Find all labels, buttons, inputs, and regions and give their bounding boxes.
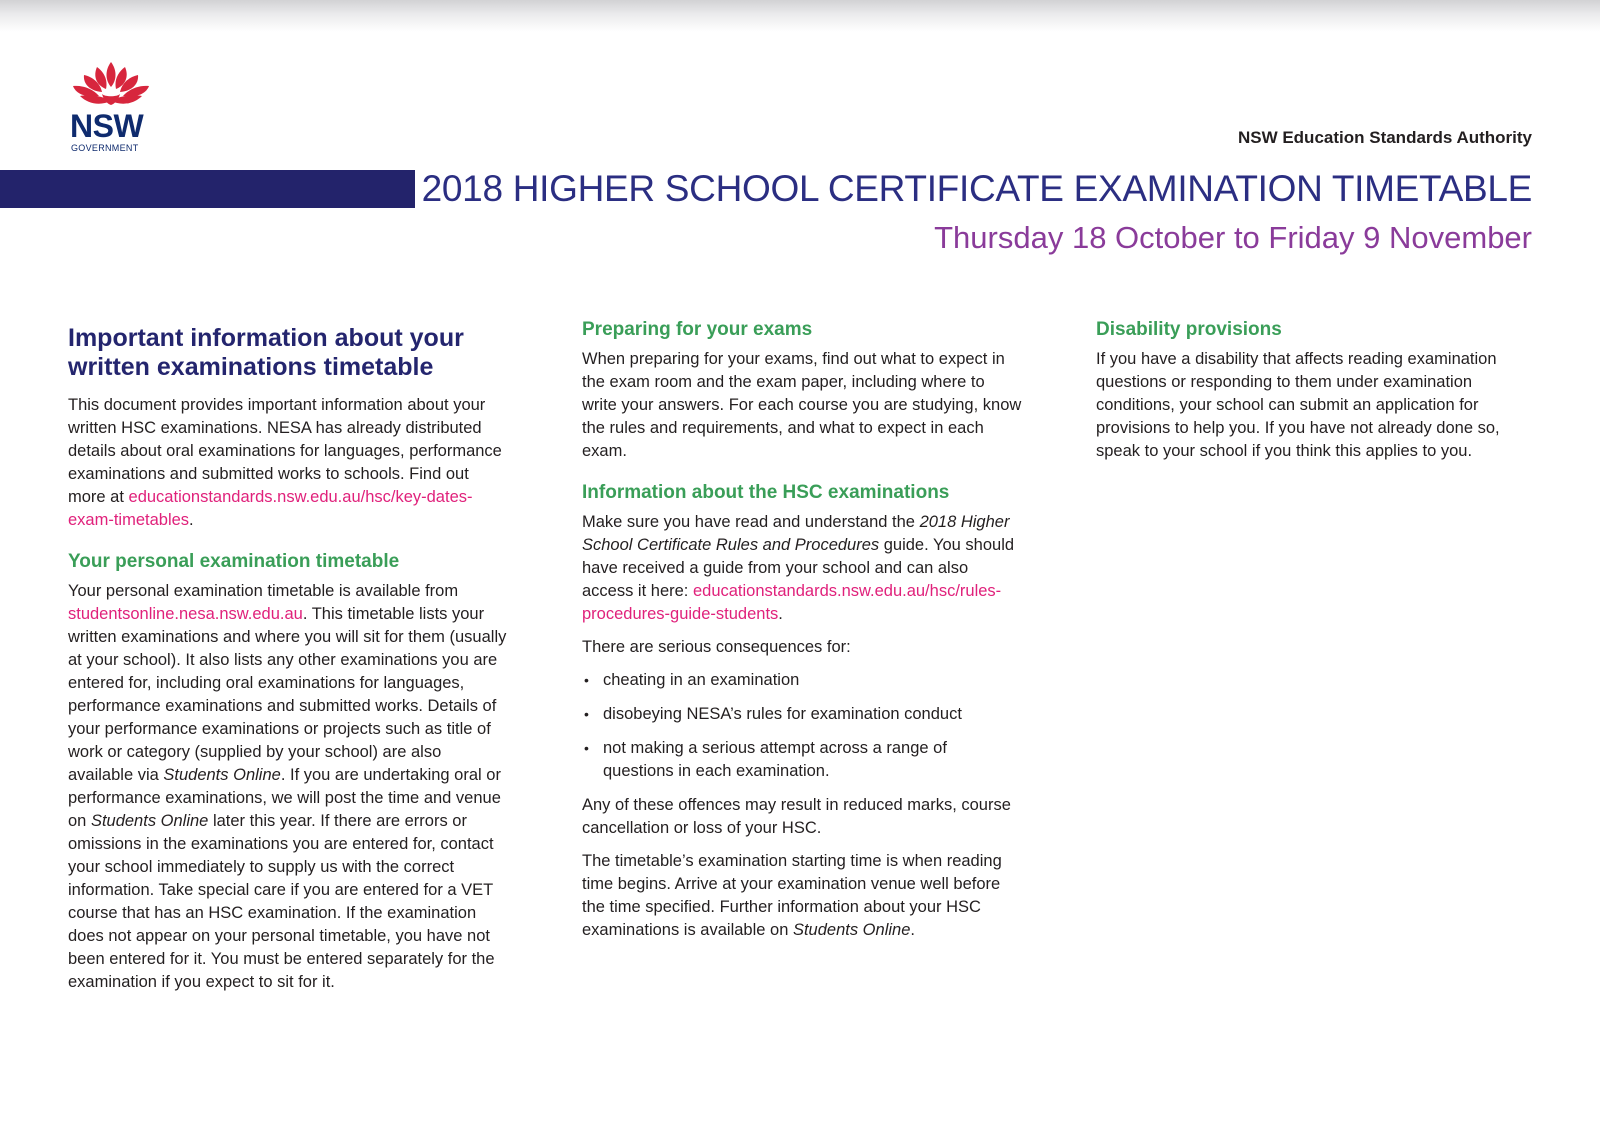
timing-paragraph [582, 850, 1022, 942]
rules-text-1: Make sure you have read and understand the [582, 513, 920, 531]
timing-students-online: Students Online [792, 921, 911, 939]
preparing-paragraph: When preparing for your exams, find out what to expect in the exam room and the exam paper, including where to write your answers. For each course you are studying, know the rules and requirements, and what to expect in each exam. [582, 350, 1022, 460]
waratah-flower-icon [66, 60, 156, 110]
personal-timetable-section [68, 550, 508, 994]
column-right [1096, 318, 1536, 481]
date-range-subtitle: Thursday 18 October to Friday 9 November [934, 220, 1532, 255]
rules-text-2: guide. You should have received a guide from your school and can also access it here: [582, 536, 1015, 600]
rules-guide-link[interactable]: educationstandards.nsw.edu.au/hsc/rules-procedures-guide-students [582, 582, 1002, 623]
logo-government-label: GOVERNMENT [71, 143, 139, 153]
page-title: 2018 HIGHER SCHOOL CERTIFICATE EXAMINATION TIMETABLE [421, 168, 1532, 209]
list-item: • cheating in an examination [582, 669, 1022, 692]
rules-guide-title: 2018 Higher School Certificate Rules and Procedures [582, 513, 1010, 554]
disability-section [1096, 318, 1536, 463]
disability-paragraph: If you have a disability that affects reading examination questions or responding to them under examination conditions, your school can submit an application for provisions to help you. If you have not already done so, speak to your school if you think this applies to you. [1096, 350, 1500, 460]
timing-text-1: The timetable’s examination starting time is when reading time begins. Arrive at your examination venue well before the time specified. Further information about your HSC examinations is available on [582, 852, 1002, 939]
header-color-band [0, 170, 415, 208]
column-left [68, 318, 508, 1012]
personal-text-1: Your personal examination timetable is available from [68, 582, 459, 600]
column-middle [582, 318, 1022, 960]
disability-heading: Disability provisions [1096, 319, 1282, 340]
students-online-emphasis: Students Online [163, 766, 281, 784]
personal-text-4: later this year. If there are errors or omissions in the examinations you are entered for, contact your school immediately to supply us with the correct information. Take special care if you are entered for a VET course that has an HSC examination. If the examination does not appear on your personal timetable, you have not been entered for it. You must be entered separately for the examination if you expect to sit for it. [68, 812, 495, 991]
intro-text: This document provides important information about your written HSC examinations. NESA has already distributed details about oral examinations for languages, performance examinations and submitted works to schools. Find out more at [68, 396, 502, 506]
timing-text-2: . [910, 921, 915, 939]
nsw-government-logo [66, 60, 158, 156]
intro-section [68, 394, 508, 532]
consequences-list [582, 669, 1022, 783]
rules-text-3: . [778, 605, 783, 623]
preparing-heading: Preparing for your exams [582, 319, 813, 340]
personal-timetable-paragraph [68, 580, 508, 994]
students-online-emphasis-2: Students Online [90, 812, 209, 830]
preparing-section [582, 318, 1022, 463]
list-item: • disobeying NESA’s rules for examination conduct [582, 703, 1022, 726]
logo-nsw-wordmark: NSW [70, 108, 144, 144]
intro-paragraph [68, 394, 508, 532]
offences-paragraph: Any of these offences may result in reduced marks, course cancellation or loss of your HSC. [582, 796, 1011, 837]
intro-text-end: . [189, 511, 194, 529]
page-top-shadow [0, 0, 1600, 32]
hsc-info-heading: Information about the HSC examinations [582, 482, 950, 503]
personal-timetable-heading: Your personal examination timetable [68, 551, 400, 572]
rules-paragraph [582, 511, 1022, 626]
authority-name: NSW Education Standards Authority [1237, 128, 1532, 147]
consequences-intro: There are serious consequences for: [582, 638, 851, 656]
students-online-link[interactable]: studentsonline.nesa.nsw.edu.au [68, 605, 303, 623]
list-item: • not making a serious attempt across a range of questions in each examination. [582, 737, 1022, 783]
key-dates-link[interactable]: educationstandards.nsw.edu.au/hsc/key-dates-exam-timetables [68, 488, 473, 529]
important-info-heading: Important information about your written examinations timetable [68, 324, 464, 381]
hsc-info-section [582, 481, 1022, 942]
personal-text-3: . If you are undertaking oral or performance examinations, we will post the time and venue on [68, 766, 501, 830]
personal-text-2: . This timetable lists your written examinations and where you will sit for them (usually at your school). It also lists any other examinations you are entered for, including oral examinations for languages, performance examinations and submitted works. Details of your performance examinations or projects such as title of work or category (supplied by your school) are also available via [68, 605, 507, 784]
